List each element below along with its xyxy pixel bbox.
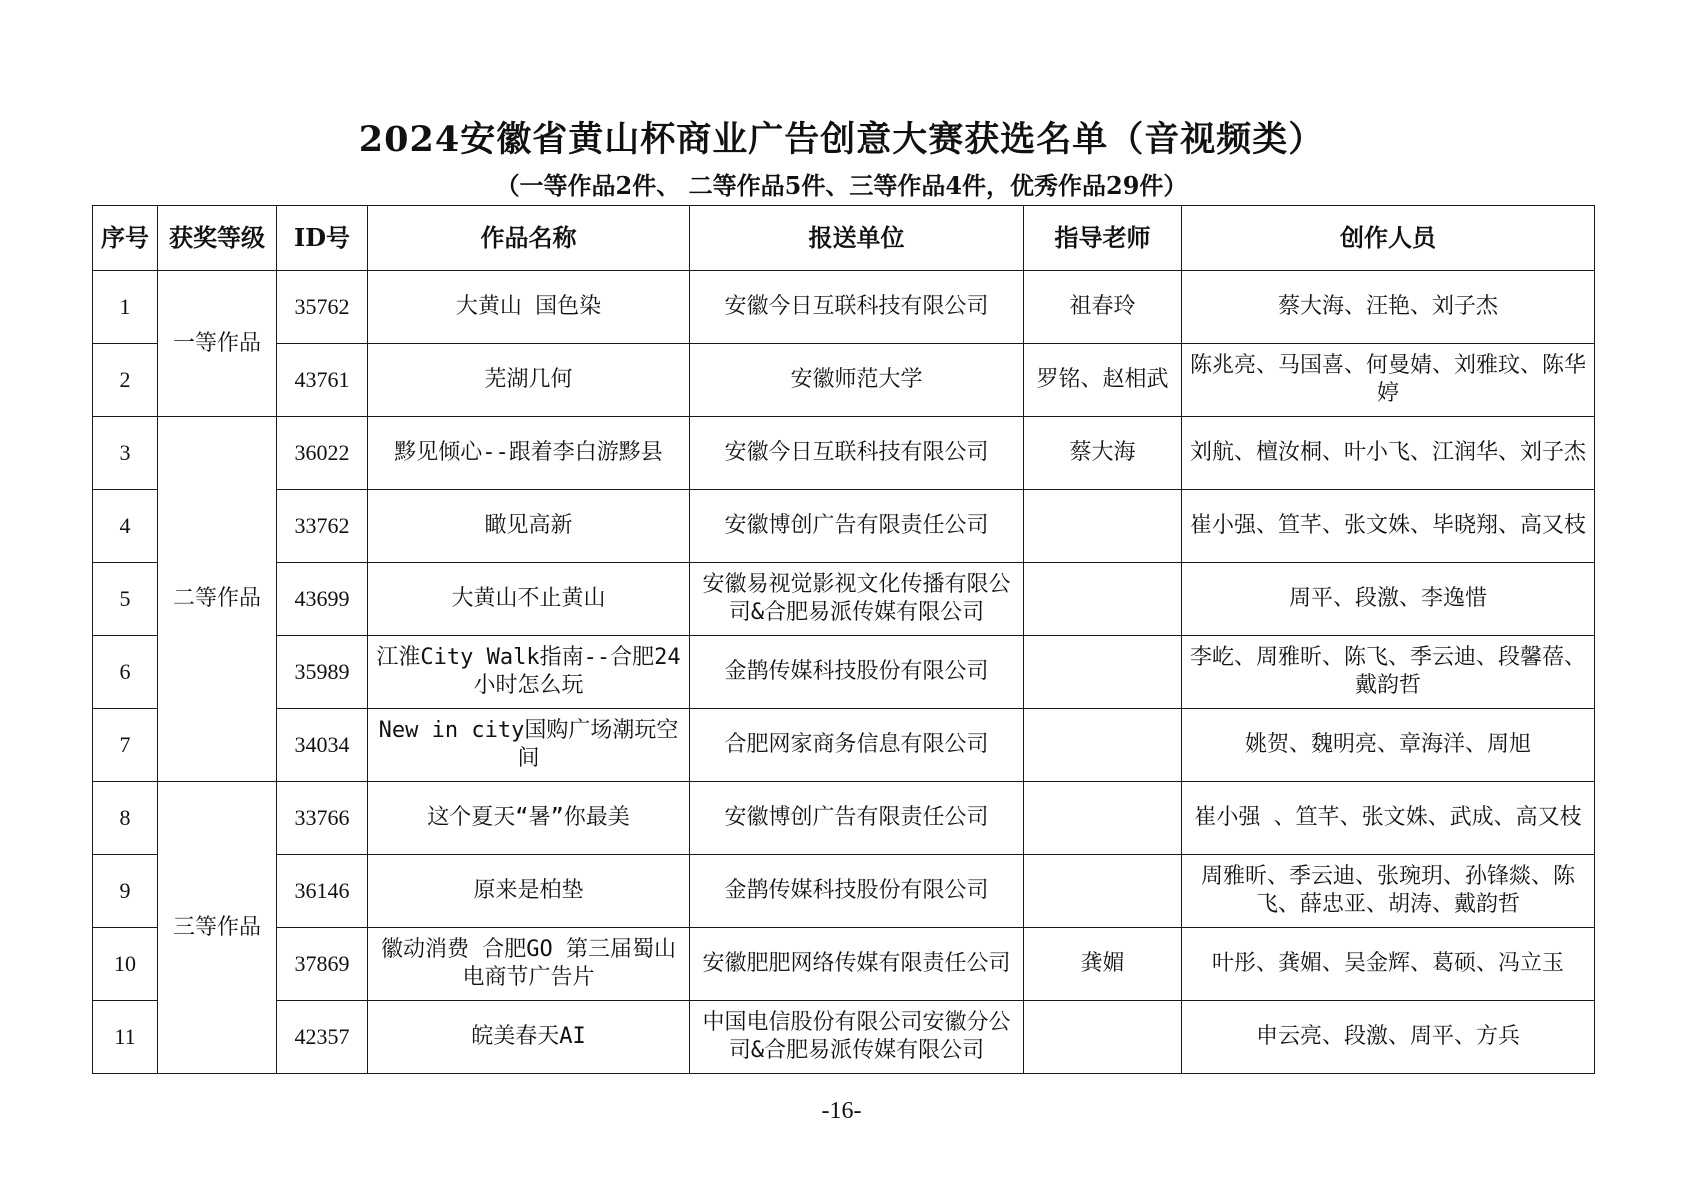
cell-teacher: 龚媚 <box>1024 928 1182 1001</box>
cell-unit: 安徽易视觉影视文化传播有限公司&合肥易派传媒有限公司 <box>690 563 1024 636</box>
cell-work: 这个夏天“暑”你最美 <box>368 782 690 855</box>
cell-no: 4 <box>93 490 158 563</box>
cell-unit: 安徽肥肥网络传媒有限责任公司 <box>690 928 1024 1001</box>
cell-no: 10 <box>93 928 158 1001</box>
cell-id: 35989 <box>277 636 368 709</box>
header-work: 作品名称 <box>368 206 690 271</box>
cell-unit: 金鹊传媒科技股份有限公司 <box>690 636 1024 709</box>
cell-unit: 安徽今日互联科技有限公司 <box>690 271 1024 344</box>
cell-teacher <box>1024 636 1182 709</box>
cell-id: 42357 <box>277 1001 368 1074</box>
cell-work: 徽动消费 合肥GO 第三届蜀山电商节广告片 <box>368 928 690 1001</box>
cell-unit: 中国电信股份有限公司安徽分公司&合肥易派传媒有限公司 <box>690 1001 1024 1074</box>
table-row <box>93 928 1595 1001</box>
cell-id: 33766 <box>277 782 368 855</box>
cell-no: 8 <box>93 782 158 855</box>
cell-teacher <box>1024 709 1182 782</box>
table-row <box>93 344 1595 417</box>
cell-level-third: 三等作品 <box>158 782 277 1074</box>
cell-work: 大黄山 国色染 <box>368 271 690 344</box>
cell-id: 34034 <box>277 709 368 782</box>
cell-teacher <box>1024 782 1182 855</box>
cell-id: 43761 <box>277 344 368 417</box>
cell-creators: 刘航、檀汝桐、叶小飞、江润华、刘子杰 <box>1182 417 1595 490</box>
table-row <box>93 709 1595 782</box>
table-header-row <box>93 206 1595 271</box>
cell-creators: 叶彤、龚媚、吴金辉、葛硕、冯立玉 <box>1182 928 1595 1001</box>
header-level: 获奖等级 <box>158 206 277 271</box>
cell-level-second: 二等作品 <box>158 417 277 782</box>
cell-no: 3 <box>93 417 158 490</box>
cell-work: 原来是柏垫 <box>368 855 690 928</box>
cell-no: 2 <box>93 344 158 417</box>
cell-no: 1 <box>93 271 158 344</box>
cell-work: 芜湖几何 <box>368 344 690 417</box>
cell-id: 33762 <box>277 490 368 563</box>
header-teacher: 指导老师 <box>1024 206 1182 271</box>
header-no: 序号 <box>93 206 158 271</box>
cell-creators: 蔡大海、汪艳、刘子杰 <box>1182 271 1595 344</box>
page-number: -16- <box>821 1098 862 1124</box>
cell-id: 35762 <box>277 271 368 344</box>
cell-teacher: 祖春玲 <box>1024 271 1182 344</box>
table-row <box>93 490 1595 563</box>
cell-teacher <box>1024 855 1182 928</box>
cell-level-first: 一等作品 <box>158 271 277 417</box>
table-row <box>93 563 1595 636</box>
cell-teacher: 罗铭、赵相武 <box>1024 344 1182 417</box>
table-row <box>93 855 1595 928</box>
cell-no: 6 <box>93 636 158 709</box>
cell-id: 36146 <box>277 855 368 928</box>
page-title: 2024安徽省黄山杯商业广告创意大赛获选名单（音视频类） <box>358 119 1325 160</box>
cell-unit: 金鹊传媒科技股份有限公司 <box>690 855 1024 928</box>
cell-creators: 李屹、周雅昕、陈飞、季云迪、段馨蓓、戴韵哲 <box>1182 636 1595 709</box>
cell-work: 大黄山不止黄山 <box>368 563 690 636</box>
cell-creators: 周雅昕、季云迪、张琬玥、孙锋燚、陈飞、薛忠亚、胡涛、戴韵哲 <box>1182 855 1595 928</box>
header-unit: 报送单位 <box>690 206 1024 271</box>
cell-creators: 崔小强、笪芊、张文姝、毕晓翔、高又枝 <box>1182 490 1595 563</box>
cell-teacher <box>1024 563 1182 636</box>
table-row <box>93 782 1595 855</box>
cell-creators: 陈兆亮、马国喜、何曼婧、刘雅玟、陈华婷 <box>1182 344 1595 417</box>
cell-no: 9 <box>93 855 158 928</box>
cell-teacher <box>1024 1001 1182 1074</box>
table-row <box>93 271 1595 344</box>
cell-unit: 安徽师范大学 <box>690 344 1024 417</box>
cell-unit: 安徽博创广告有限责任公司 <box>690 490 1024 563</box>
cell-no: 5 <box>93 563 158 636</box>
header-id: ID号 <box>277 206 368 271</box>
cell-id: 37869 <box>277 928 368 1001</box>
cell-work: 江淮City Walk指南--合肥24小时怎么玩 <box>368 636 690 709</box>
table-row <box>93 1001 1595 1074</box>
cell-unit: 安徽博创广告有限责任公司 <box>690 782 1024 855</box>
cell-id: 36022 <box>277 417 368 490</box>
page-subtitle: （一等作品2件、 二等作品5件、三等作品4件，优秀作品29件） <box>495 171 1188 200</box>
cell-creators: 周平、段激、李逸惜 <box>1182 563 1595 636</box>
cell-teacher <box>1024 490 1182 563</box>
cell-work: 瞰见高新 <box>368 490 690 563</box>
cell-no: 7 <box>93 709 158 782</box>
cell-work: 皖美春天AI <box>368 1001 690 1074</box>
header-creators: 创作人员 <box>1182 206 1595 271</box>
cell-work: 黟见倾心--跟着李白游黟县 <box>368 417 690 490</box>
cell-unit: 合肥网家商务信息有限公司 <box>690 709 1024 782</box>
cell-unit: 安徽今日互联科技有限公司 <box>690 417 1024 490</box>
cell-no: 11 <box>93 1001 158 1074</box>
cell-teacher: 蔡大海 <box>1024 417 1182 490</box>
cell-creators: 崔小强 、笪芊、张文姝、武成、高又枝 <box>1182 782 1595 855</box>
cell-creators: 申云亮、段激、周平、方兵 <box>1182 1001 1595 1074</box>
winners-table <box>92 205 1595 1074</box>
table-row <box>93 636 1595 709</box>
cell-id: 43699 <box>277 563 368 636</box>
table-row <box>93 417 1595 490</box>
cell-creators: 姚贺、魏明亮、章海洋、周旭 <box>1182 709 1595 782</box>
cell-work: New in city国购广场潮玩空间 <box>368 709 690 782</box>
